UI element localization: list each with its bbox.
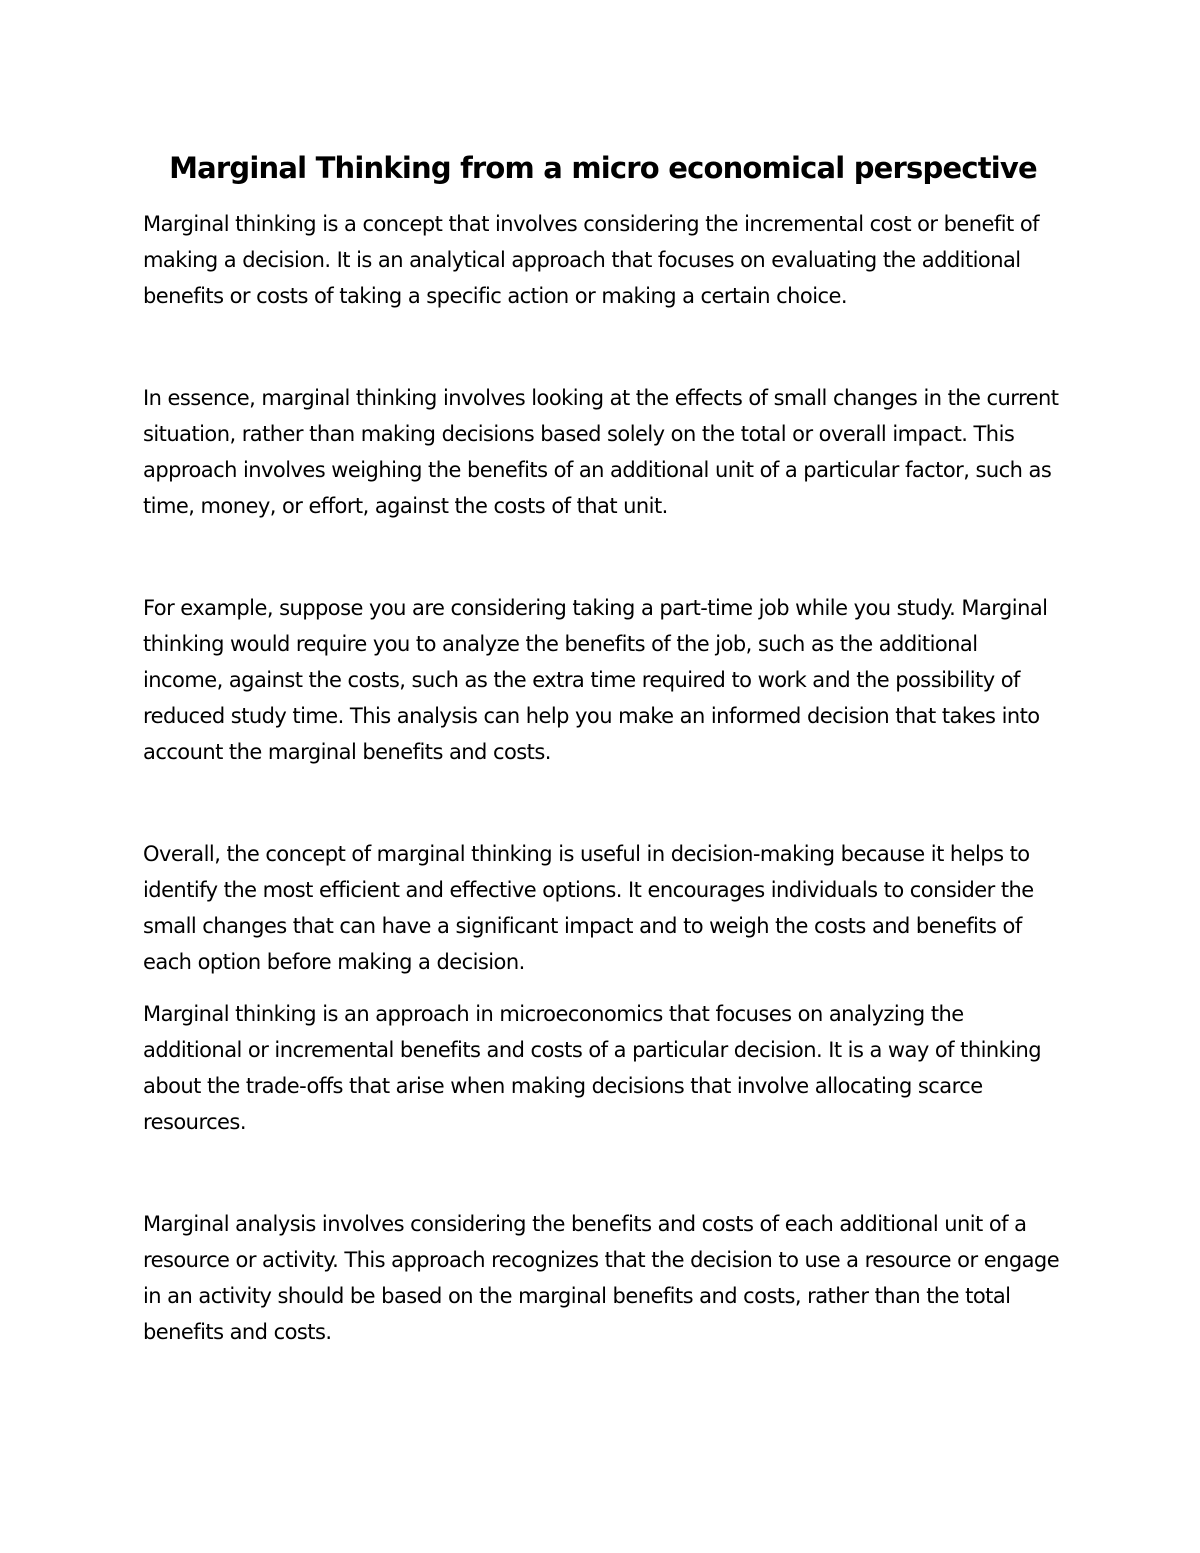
paragraph-microeconomics: Marginal thinking is an approach in microeconomics that focuses on analyzing the additional or incremental benefits and costs of a particular decision. It is a way of thinking about the trade-offs that arise when making decisions that involve allocating scarce resources. bbox=[143, 1002, 1042, 1134]
paragraph-essence: In essence, marginal thinking involves looking at the effects of small changes in the current situation, rather than making decisions based solely on the total or overall impact. This approach involves weighing the benefits of an additional unit of a particular factor, such as time, money, or effort, against the costs of that unit. bbox=[143, 386, 1059, 518]
paragraph-marginal-analysis: Marginal analysis involves considering the benefits and costs of each additional unit of a resource or activity. This approach recognizes that the decision to use a resource or engage in an activity should be based on the marginal benefits and costs, rather than the total benefits and costs. bbox=[143, 1212, 1060, 1344]
document-body bbox=[143, 148, 1063, 1350]
paragraph-overall: Overall, the concept of marginal thinking is useful in decision-making because it helps to identify the most efficient and effective options. It encourages individuals to consider the small changes that can have a significant impact and to weigh the costs and benefits of each option before making a decision. bbox=[143, 842, 1034, 974]
page-title: Marginal Thinking from a micro economical perspective bbox=[169, 151, 1037, 185]
paragraph-definition: Marginal thinking is a concept that involves considering the incremental cost or benefit of making a decision. It is an analytical approach that focuses on evaluating the additional benefits or costs of taking a specific action or making a certain choice. bbox=[143, 212, 1039, 308]
paragraph-example: For example, suppose you are considering taking a part-time job while you study. Marginal thinking would require you to analyze the benefits of the job, such as the additional income, against the costs, such as the extra time required to work and the possibility of reduced study time. This analysis can help you make an informed decision that takes into account the marginal benefits and costs. bbox=[143, 596, 1048, 764]
